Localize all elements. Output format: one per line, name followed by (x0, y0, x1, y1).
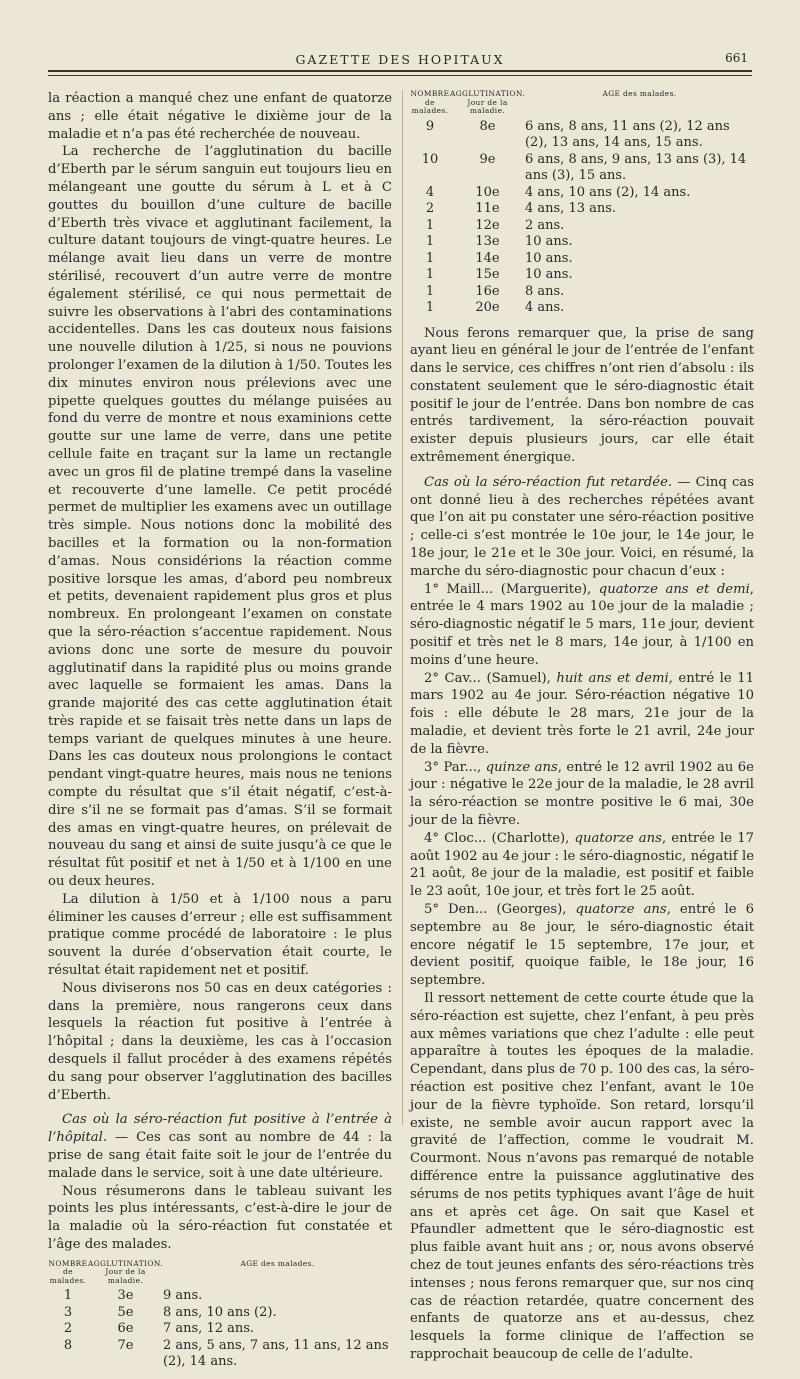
table-cell: 6 ans, 8 ans, 11 ans (2), 12 ans (2), 13 ans, 14 ans, 15 ans. (524, 118, 730, 150)
header-rule-thin (48, 75, 752, 76)
table-cell: 10 ans. (524, 250, 573, 266)
table-cell: 9e (479, 151, 496, 167)
column-divider (402, 90, 403, 1125)
table-cell: 10 (421, 151, 439, 167)
case-age: quinze ans (485, 759, 558, 775)
table-cell: 8e (479, 118, 496, 134)
table-header: NOMBRE de malades. (410, 89, 450, 115)
paragraph: Nous ferons remarquer que, la prise de sang ayant lieu en général le jour de l’entrée de l’enfant dans le service, ces chiffres n’ont rien d’absolu : ils constatent seulement que le séro-diagnostic était positif le jour de l’entrée. Dans bon nombre de cas entrés tardivement, la séro-réaction pouvait exister depuis plusieurs jours, car elle était extrêmement énergique. (410, 325, 754, 466)
table-cell: 8 ans. (524, 283, 565, 299)
left-column (48, 90, 392, 1379)
case-paragraph (410, 901, 754, 990)
section-paragraph (410, 474, 754, 581)
table-header: AGE des malades. (602, 89, 677, 98)
table-row (410, 300, 754, 317)
table-row (410, 267, 754, 284)
table-cell: 4 (425, 184, 435, 200)
table-header: AGE des malades. (240, 1258, 315, 1268)
table-cell: 2 ans, 5 ans, 7 ans, 11 ans, 12 ans (2), 14 ans. (162, 1337, 389, 1370)
case-text: , entré le 11 mars 1902 au 4e jour. Séro-réaction négative 10 fois : elle débute le 28 mars, 21e jour de la maladie, et devient très forte le 21 avril, 24e jour de la fièvre. (410, 670, 754, 757)
table-row (48, 1305, 392, 1322)
table-cell: 8 (63, 1337, 73, 1353)
section-heading: Cas où la séro-réaction fut positive à l’entrée à l’hôpital. (48, 1112, 392, 1146)
table-cell: 1 (425, 283, 435, 299)
table-row (48, 1338, 392, 1371)
table-cell: 4 ans. (524, 300, 565, 315)
table-cell: 1 (63, 1288, 73, 1304)
page-number: 661 (725, 51, 748, 65)
table-row (410, 201, 754, 218)
table-cell: 10 ans. (524, 267, 573, 282)
table-cell: 16e (475, 283, 500, 299)
section-text: — Ces cas sont au nombre de 44 : la prise de sang était faite soit le jour de l’entrée du malade dans le service, soit à une date ultérieure. (48, 1130, 392, 1181)
table-cell: 20e (475, 300, 500, 315)
table-row (410, 234, 754, 251)
table-header: AGGLUTINATION. Jour de la maladie. (450, 89, 525, 115)
agglutination-table-continued (410, 90, 754, 317)
table-header: AGGLUTINATION. Jour de la maladie. (88, 1258, 163, 1285)
table-cell: 2 (63, 1321, 73, 1337)
case-lead: 5° Den... (Georges), (424, 902, 576, 917)
section-text: — Cinq cas ont donné lieu à des recherches répétées avant que l’on ait pu constater une séro-réaction positive ; celle-ci s’est montrée le 10e jour, le 14e jour, le 18e jour, le 21e et le 30e jour. Voici, en résumé, la marche du séro-diagnostic pour chacun d’eux : (410, 474, 754, 579)
case-paragraph (410, 670, 754, 759)
paragraph: Nous diviserons nos 50 cas en deux catégories : dans la première, nous rangerons ceux dans lesquels la réaction fut positive à l’entrée à l’hôpital ; dans la deuxième, les cas à l’occasion desquels il fallut procéder à des examens répétés du sang pour observer l’agglutination des bacilles d’Eberth. (48, 980, 392, 1103)
case-text: , entrée le 17 août 1902 au 4e jour : le séro-diagnostic, négatif le 21 août, 8e jour de la maladie, est positif et faible le 23 août, 10e jour, et très fort le 25 août. (410, 830, 754, 900)
paragraph: Il ressort nettement de cette courte étude que la séro-réaction est sujette, chez l’enfant, à peu près aux mêmes variations que chez l’adulte : elle peut apparaître à toutes les époques de la maladie. Cependant, dans plus de 70 p. 100 des cas, la séro-réaction est positive chez l’enfant, avant le 10e jour de la fièvre typhoïde. Son retard, lorsqu’il existe, ne semble avoir aucun rapport avec la gravité de l’affection, comme le voudrait M. Courmont. Nous n’avons pas remarqué de notable différence entre la puissance agglutinative des sérums de nos petits typhiques avant l’âge de huit ans et après cet âge. On sait que Kasel et Pfaundler admettent que le séro-diagnostic est plus faible avant huit ans ; or, nous avons observé chez de tout jeunes enfants des séro-réactions très intenses ; nous ferons remarquer que, sur nos cinq cas de réaction retardée, quatre concernent des enfants de quatorze ans et au-dessus, chez lesquels la forme clinique de l’affection se rapprochait beaucoup de celle de l’adulte. (410, 990, 754, 1362)
table-cell: 4 ans, 10 ans (2), 14 ans. (524, 184, 691, 200)
paragraph: Nous résumerons dans le tableau suivant les points les plus intéressants, c’est-à-dire le jour de la maladie où la séro-réaction fut constatée et l’âge des malades. (48, 1183, 392, 1252)
table-cell: 4 ans, 13 ans. (524, 201, 617, 216)
table-cell: 5e (117, 1304, 134, 1320)
table-cell: 1 (425, 300, 435, 315)
table-cell: 10 ans. (524, 234, 573, 249)
case-lead: 4° Cloc... (Charlotte), (424, 830, 575, 846)
table-cell: 6e (117, 1321, 134, 1337)
table-row (410, 284, 754, 301)
case-lead: 1° Maill... (Marguerite), (424, 581, 599, 597)
right-column (410, 90, 754, 1364)
table-cell: 3 (63, 1304, 73, 1320)
table-cell: 7 ans, 12 ans. (162, 1321, 255, 1337)
table-cell: 3e (117, 1288, 134, 1304)
table-cell: 1 (425, 234, 435, 249)
paragraph: La dilution à 1/50 et à 1/100 nous a paru éliminer les causes d’erreur ; elle est suffisamment pratique comme procédé de laboratoire : le plus souvent la durée d’observation était courte, le résultat était rapidement net et positif. (48, 891, 392, 979)
table-cell: 9 ans. (162, 1288, 203, 1304)
table-row (410, 152, 754, 185)
case-paragraph (410, 759, 754, 830)
case-age: huit ans et demi (556, 670, 669, 686)
case-age: quatorze ans (575, 902, 667, 917)
case-text: , entrée le 4 mars 1902 au 10e jour de la maladie ; séro-diagnostic négatif le 5 mars, 11e jour, devient positif et très net le 8 mars, 14e jour, à 1/100 en moins d’une heure. (410, 581, 754, 668)
table-cell: 7e (117, 1337, 134, 1353)
case-age: quatorze ans et demi (598, 581, 750, 597)
agglutination-table (48, 1260, 392, 1371)
table-cell: 1 (425, 267, 435, 282)
case-paragraph (410, 581, 754, 670)
case-text: , entré le 6 septembre au 8e jour, le séro-diagnostic était encore négatif le 15 septembre, 17e jour, et devient positif, quoique faible, le 18e jour, 16 septembre. (410, 902, 754, 989)
section-paragraph (48, 1111, 392, 1182)
table-cell: 6 ans, 8 ans, 9 ans, 13 ans (3), 14 ans (3), 15 ans. (524, 151, 747, 183)
table-cell: 12e (475, 217, 500, 233)
table-cell: 10e (475, 184, 500, 200)
case-text: , entré le 12 avril 1902 au 6e jour : négative le 22e jour de la maladie, le 28 avril la séro-réaction se montre positive le 6 mai, 30e jour de la fièvre. (410, 759, 754, 829)
table-row (48, 1321, 392, 1338)
paragraph: La recherche de l’agglutination du bacille d’Eberth par le sérum sanguin eut toujours lieu en mélangeant une goutte du sérum à L et à C gouttes du bouillon d’une culture de bacille d’Eberth très vivace et agglutinant facilement, la culture datant toujours de vingt-quatre heures. Le mélange avait lieu dans un verre de montre stérilisé, recouvert d’un autre verre de montre également stérilisé, ce qui nous permettait de suivre les observations à l’abri des contaminations accidentelles. Dans les cas douteux nous faisions une nouvelle dilution à 1/25, si nous ne pouvions prolonger l’examen de la dilution à 1/50. Toutes les dix minutes environ nous prélevions avec une pipette quelques gouttes du mélange puisées au fond du verre de montre et nous examinions cette goutte sur une lame de verre, dans une petite cellule faite en traçant sur la lame un rectangle avec un gros fil de platine trempé dans la vaseline et recouverte d’une lamelle. Ce petit procédé permet de multiplier les examens avec un outillage très simple. Nous notions donc la mobilité des bacilles et la formation ou la non-formation d’amas. Nous considérions la réaction comme positive lorsque les amas, d’abord peu nombreux et petits, devenaient rapidement plus gros et plus nombreux. En prolongeant l’examen on constate que la séro-réaction s’accentue rapidement. Nous avions donc une sorte de mesure du pouvoir agglutinatif dans la rapidité plus ou moins grande avec laquelle se formaient les amas. Dans la grande majorité des cas cette agglutination était très rapide et se faisait très nette dans un laps de temps variant de quelques minutes à une heure. Dans les cas douteux nous prolongions le contact pendant vingt-quatre heures, mais nous ne tenions compte du résultat que s’il était négatif, c’est-à-dire s’il ne se formait pas d’amas. S’il se formait des amas en vingt-quatre heures, on prélevait de nouveau du sang et ainsi de suite jusqu’à ce que le résultat fût positif et net à 1/50 et à 1/100 en une ou deux heures. (48, 144, 392, 890)
table-cell: 1 (425, 217, 435, 233)
case-paragraph (410, 830, 754, 901)
table-row (410, 218, 754, 235)
section-heading: Cas où la séro-réaction fut retardée. (424, 474, 673, 490)
table-cell: 15e (475, 267, 500, 282)
table-row (410, 251, 754, 268)
table-row (410, 185, 754, 202)
table-cell: 9 (425, 118, 435, 134)
table-cell: 11e (475, 201, 500, 216)
case-lead: 3° Par..., (424, 759, 486, 775)
table-cell: 14e (475, 250, 500, 266)
paragraph: la réaction a manqué chez une enfant de quatorze ans ; elle était négative le dixième jour de la maladie et n’a pas été recherchée de nouveau. (48, 91, 392, 142)
running-header-title: GAZETTE DES HOPITAUX (295, 52, 505, 67)
case-lead: 2° Cav... (Samuel), (424, 670, 557, 686)
table-row (410, 119, 754, 152)
table-cell: 1 (425, 250, 435, 266)
header-rule-thick (48, 70, 752, 72)
case-age: quatorze ans (574, 830, 662, 846)
table-cell: 8 ans, 10 ans (2). (162, 1304, 277, 1320)
table-row (48, 1288, 392, 1305)
table-cell: 2 ans. (524, 217, 565, 233)
table-cell: 13e (475, 234, 500, 249)
table-header: NOMBRE de malades. (48, 1258, 88, 1285)
table-cell: 2 (425, 201, 435, 216)
